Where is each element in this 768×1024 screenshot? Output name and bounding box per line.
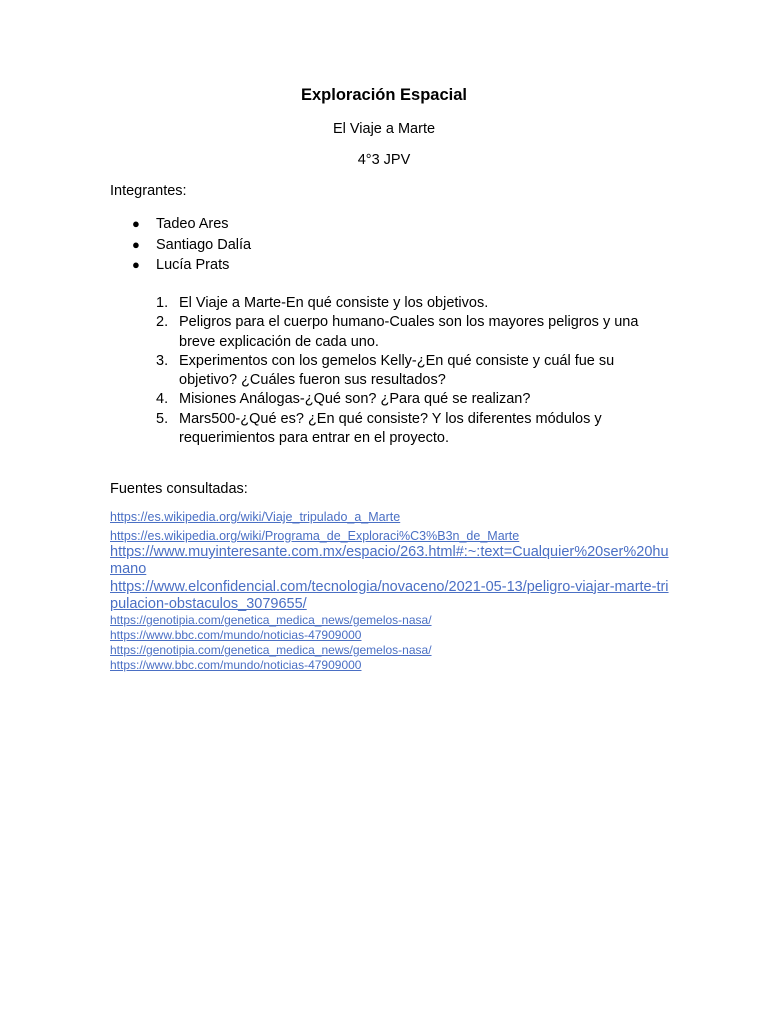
list-item (110, 214, 670, 235)
topic-number: 5. (156, 410, 169, 427)
topic-number: 1. (156, 295, 169, 311)
list-item (110, 529, 670, 544)
bullet-icon: ● (132, 257, 140, 272)
list-item (110, 643, 670, 658)
topic-number: 4. (156, 391, 169, 408)
sources-list (110, 510, 670, 673)
topic-number: 3. (156, 352, 169, 369)
source-link[interactable]: https://genotipia.com/genetica_medica_news/gemelos-nasa/ (110, 613, 432, 628)
list-item (110, 579, 670, 614)
course-label: 4°3 JPV (357, 152, 411, 168)
topic-item (110, 313, 650, 352)
document-subtitle: El Viaje a Marte (332, 121, 436, 137)
list-item (110, 255, 670, 276)
source-link[interactable]: https://www.bbc.com/mundo/noticias-47909000 (110, 628, 362, 643)
source-link[interactable]: https://www.elconfidencial.com/tecnologia/novaceno/2021-05-13/peligro-viajar-marte-tripulacion-obstaculos_3079655/ (110, 578, 669, 612)
list-item (110, 544, 670, 579)
topic-item (110, 294, 650, 313)
members-list (110, 214, 670, 276)
topic-text: El Viaje a Marte-En qué consiste y los objetivos. (179, 295, 489, 311)
topic-item (110, 390, 650, 409)
topic-text: Misiones Análogas-¿Qué son? ¿Para qué se realizan? (179, 391, 531, 408)
member-name: Santiago Dalía (156, 236, 252, 253)
list-item (110, 510, 670, 525)
list-item (110, 613, 670, 628)
source-link[interactable]: https://www.muyinteresante.com.mx/espacio/263.html#:~:text=Cualquier%20ser%20humano (110, 544, 669, 578)
topic-item (110, 352, 650, 391)
document-title: Exploración Espacial (301, 86, 467, 104)
sources-heading: Fuentes consultadas: (110, 481, 248, 497)
list-item (110, 235, 670, 256)
list-item (110, 658, 670, 673)
member-name: Lucía Prats (156, 257, 230, 273)
source-link[interactable]: https://www.bbc.com/mundo/noticias-47909000 (110, 658, 362, 673)
topic-text: Experimentos con los gemelos Kelly-¿En qué consiste y cuál fue su objetivo? ¿Cuáles fueron sus resultados? (179, 352, 615, 389)
source-link[interactable]: https://genotipia.com/genetica_medica_news/gemelos-nasa/ (110, 643, 432, 658)
source-link[interactable]: https://es.wikipedia.org/wiki/Viaje_tripulado_a_Marte (110, 510, 401, 524)
topic-number: 2. (156, 314, 169, 331)
source-link[interactable]: https://es.wikipedia.org/wiki/Programa_de_Exploraci%C3%B3n_de_Marte (110, 529, 520, 543)
topics-list (110, 294, 650, 448)
list-item (110, 628, 670, 643)
members-heading: Integrantes: (110, 183, 187, 199)
topic-item (110, 410, 650, 449)
topic-text: Mars500-¿Qué es? ¿En qué consiste? Y los diferentes módulos y requerimientos para entrar en el proyecto. (179, 410, 602, 447)
bullet-icon: ● (132, 216, 140, 231)
bullet-icon: ● (132, 236, 140, 252)
topic-text: Peligros para el cuerpo humano-Cuales son los mayores peligros y una breve explicación de cada uno. (179, 314, 639, 350)
member-name: Tadeo Ares (156, 216, 229, 232)
